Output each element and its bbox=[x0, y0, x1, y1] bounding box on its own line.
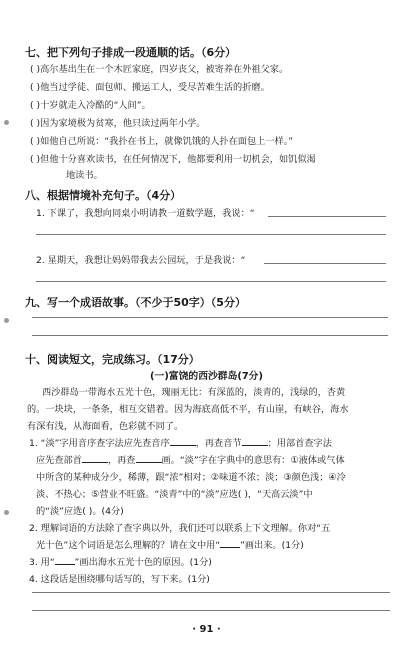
sentence-item: ( )十岁就走入冷酷的“人间”。 bbox=[30, 100, 151, 111]
question-8-1: 1. 下课了，我想向同桌小明请教一道数学题，我说：“ bbox=[36, 208, 255, 219]
answer-line[interactable] bbox=[32, 335, 388, 336]
q1-part: ；用部首查字法 bbox=[267, 438, 332, 449]
q2-part: 光十色”这个词语是怎么理解的？请在文中用“ bbox=[36, 540, 221, 551]
question-10-1-line-1 bbox=[29, 435, 332, 449]
answer-line[interactable] bbox=[36, 234, 386, 235]
passage-line: 西沙群岛一带海水五光十色，瑰丽无比：有深蓝的，淡青的，浅绿的，杏黄 bbox=[42, 387, 346, 398]
blank[interactable] bbox=[220, 538, 240, 548]
question-10-2-line-2 bbox=[36, 537, 304, 551]
q1-part: 应先查部首 bbox=[36, 455, 82, 466]
q2-part: ”画出来。(1分) bbox=[240, 540, 304, 551]
sentence-item: ( )他当过学徒、面包师、搬运工人，受尽苦难生活的折磨。 bbox=[30, 82, 270, 93]
question-10-3 bbox=[29, 554, 212, 568]
q1-part: 画。“淡”字在字典中的意思有：①液体或气体 bbox=[161, 455, 345, 466]
blank[interactable] bbox=[82, 453, 108, 463]
q1-part: 1. “淡”字用音序查字法应先查音序 bbox=[29, 438, 170, 449]
blank[interactable] bbox=[55, 555, 75, 565]
blank[interactable] bbox=[170, 436, 196, 446]
binding-hole bbox=[4, 510, 9, 515]
q3-part: 3. 用“ bbox=[29, 557, 55, 568]
section-8-title: 八、根据情境补充句子。（4分） bbox=[25, 189, 182, 202]
answer-line[interactable] bbox=[32, 317, 388, 318]
q1-part: ，再查音节 bbox=[195, 438, 242, 449]
blank[interactable] bbox=[136, 453, 162, 463]
question-10-1-line-4: 淡、不热心；⑤营业不旺盛。“淡青”中的“淡”应选( )，“天高云淡”中 bbox=[36, 489, 313, 500]
binding-hole bbox=[4, 318, 9, 323]
question-10-1-line-2 bbox=[36, 452, 345, 466]
question-10-1-line-3: 中所含的某种成分少，稀薄，跟“浓”相对；②味道不浓；淡；③颜色浅；④冷 bbox=[36, 472, 346, 483]
sentence-item: ( )高尔基出生在一个木匠家庭，四岁丧父，被寄养在外祖父家。 bbox=[30, 64, 289, 75]
q1-part: ，再查 bbox=[107, 455, 136, 466]
blank[interactable] bbox=[242, 436, 268, 446]
answer-line[interactable] bbox=[268, 216, 386, 217]
section-7-title: 七、把下列句子排成一段通顺的话。（6分） bbox=[25, 46, 237, 59]
answer-line[interactable] bbox=[36, 281, 386, 282]
passage-line: 的。一块块，一条条，相互交错着。因为海底高低不平，有山崖，有峡谷，海水 bbox=[27, 404, 349, 415]
q3-part: ”画出海水五光十色的原因。(1分) bbox=[74, 557, 212, 568]
passage-title: (一)富饶的西沙群岛(7分) bbox=[150, 371, 263, 382]
passage-line: 有深有浅，从海面看，色彩就不同了。 bbox=[27, 421, 184, 432]
answer-line[interactable] bbox=[32, 610, 390, 611]
binding-hole bbox=[4, 120, 9, 125]
question-10-1-line-5: 的“淡”应选( )。(4分) bbox=[36, 506, 124, 517]
sentence-continuation: 地读书。 bbox=[66, 170, 103, 181]
answer-line[interactable] bbox=[264, 263, 386, 264]
question-8-2: 2. 星期天，我想让妈妈带我去公园玩，于是我说：“ bbox=[36, 255, 246, 266]
sentence-item: ( )因为家境极为贫寒，他只读过两年小学。 bbox=[30, 118, 206, 129]
page-number: · 91 · bbox=[192, 624, 221, 635]
sentence-item: ( )如他自己所说：“我扑在书上，就像饥饿的人扑在面包上一样。” bbox=[30, 136, 294, 147]
question-10-4: 4. 这段话是围绕哪句话写的，写下来。(1分) bbox=[29, 574, 210, 585]
answer-line[interactable] bbox=[32, 592, 390, 593]
sentence-item: ( )但他十分喜欢读书，在任何情况下，他都要利用一切机会，如饥似渴 bbox=[30, 154, 316, 165]
section-10-title: 十、阅读短文，完成练习。（17分） bbox=[25, 353, 200, 366]
question-10-2-line-1: 2. 理解词语的方法除了查字典以外，我们还可以联系上下文理解。你对“五 bbox=[29, 523, 331, 534]
section-9-title: 九、写一个成语故事。（不少于50字）（5分） bbox=[25, 296, 246, 309]
